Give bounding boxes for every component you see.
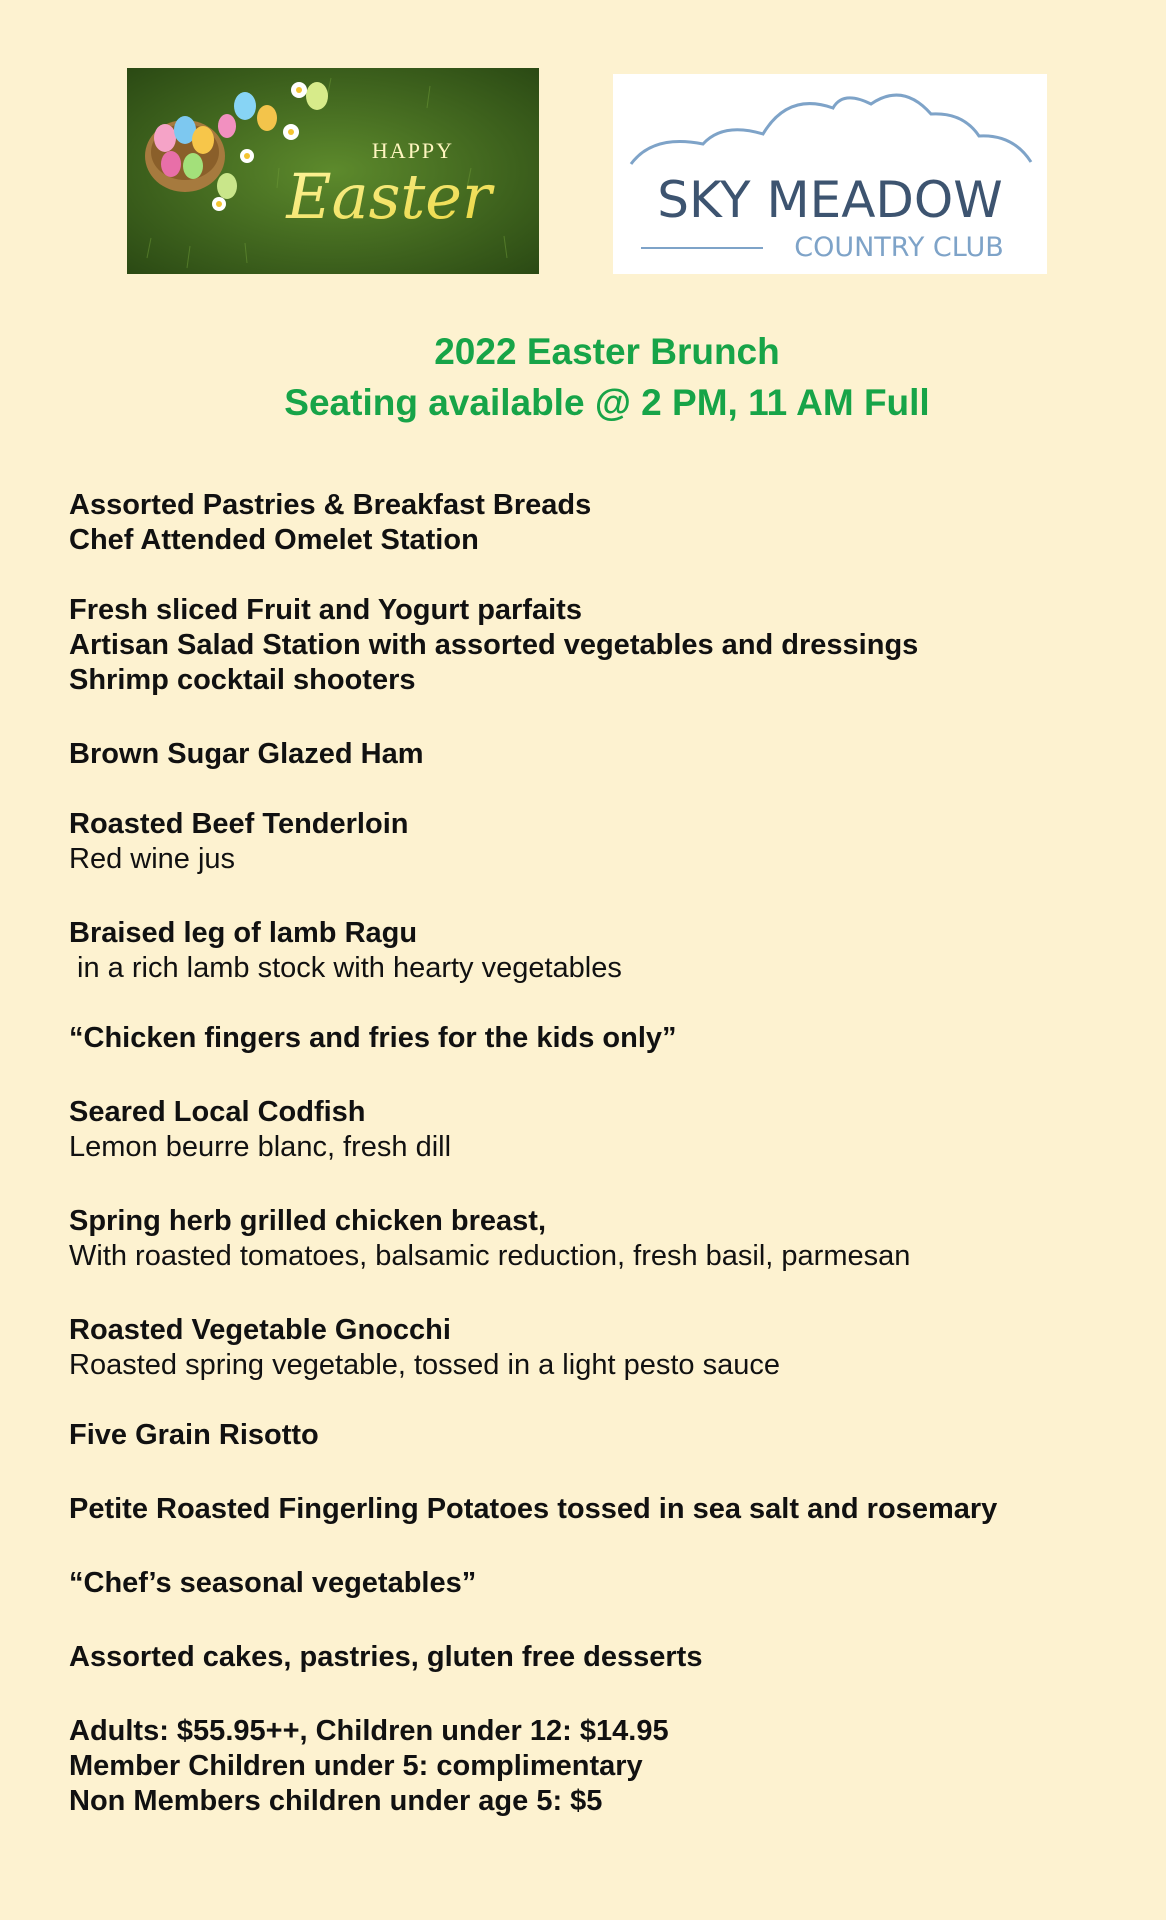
menu-item: Roasted Beef Tenderloin (69, 808, 409, 840)
price-line: Non Members children under age 5: $5 (69, 1785, 603, 1817)
menu-item: Seared Local Codfish (69, 1096, 366, 1128)
menu-item: Roasted Vegetable Gnocchi (69, 1314, 451, 1346)
seating-line: Seating available @ 2 PM, 11 AM Full (284, 382, 930, 423)
menu-item-description: Lemon beurre blanc, fresh dill (69, 1131, 452, 1163)
menu-list (69, 488, 1129, 1819)
menu-item: Shrimp cocktail shooters (69, 664, 416, 696)
banner-easter-text: Easter (286, 160, 492, 233)
menu-item: Assorted cakes, pastries, gluten free desserts (69, 1641, 703, 1673)
menu-item-description: With roasted tomatoes, balsamic reduction, fresh basil, parmesan (69, 1240, 911, 1272)
title-line: 2022 Easter Brunch (434, 331, 780, 372)
logo-name-text: SKY MEADOW (657, 171, 1003, 229)
menu-item: Artisan Salad Station with assorted vegetables and dressings (69, 629, 919, 661)
menu-item: “Chicken fingers and fries for the kids only” (69, 1022, 677, 1054)
menu-item: “Chef’s seasonal vegetables” (69, 1567, 477, 1599)
menu-item: Chef Attended Omelet Station (69, 524, 479, 556)
menu-item: Petite Roasted Fingerling Potatoes tossed in sea salt and rosemary (69, 1493, 998, 1525)
menu-item: Five Grain Risotto (69, 1419, 319, 1451)
menu-item-description: Roasted spring vegetable, tossed in a light pesto sauce (69, 1349, 780, 1381)
menu-item-description: Red wine jus (69, 843, 236, 875)
price-line: Adults: $55.95++, Children under 12: $14.95 (69, 1715, 669, 1747)
menu-item: Spring herb grilled chicken breast, (69, 1205, 547, 1237)
price-line: Member Children under 5: complimentary (69, 1750, 643, 1782)
logo-subtitle-text: COUNTRY CLUB (794, 232, 1004, 263)
sky-meadow-logo (613, 74, 1047, 274)
cloud-icon (631, 95, 1031, 164)
banner-happy-text: HAPPY (371, 138, 455, 163)
page-title (0, 326, 1166, 428)
menu-item: Assorted Pastries & Breakfast Breads (69, 489, 592, 521)
happy-easter-image (127, 68, 539, 274)
menu-item: Braised leg of lamb Ragu (69, 917, 418, 949)
menu-item: Fresh sliced Fruit and Yogurt parfaits (69, 594, 582, 626)
menu-item-description: in a rich lamb stock with hearty vegetables (69, 952, 622, 984)
menu-item: Brown Sugar Glazed Ham (69, 738, 424, 770)
